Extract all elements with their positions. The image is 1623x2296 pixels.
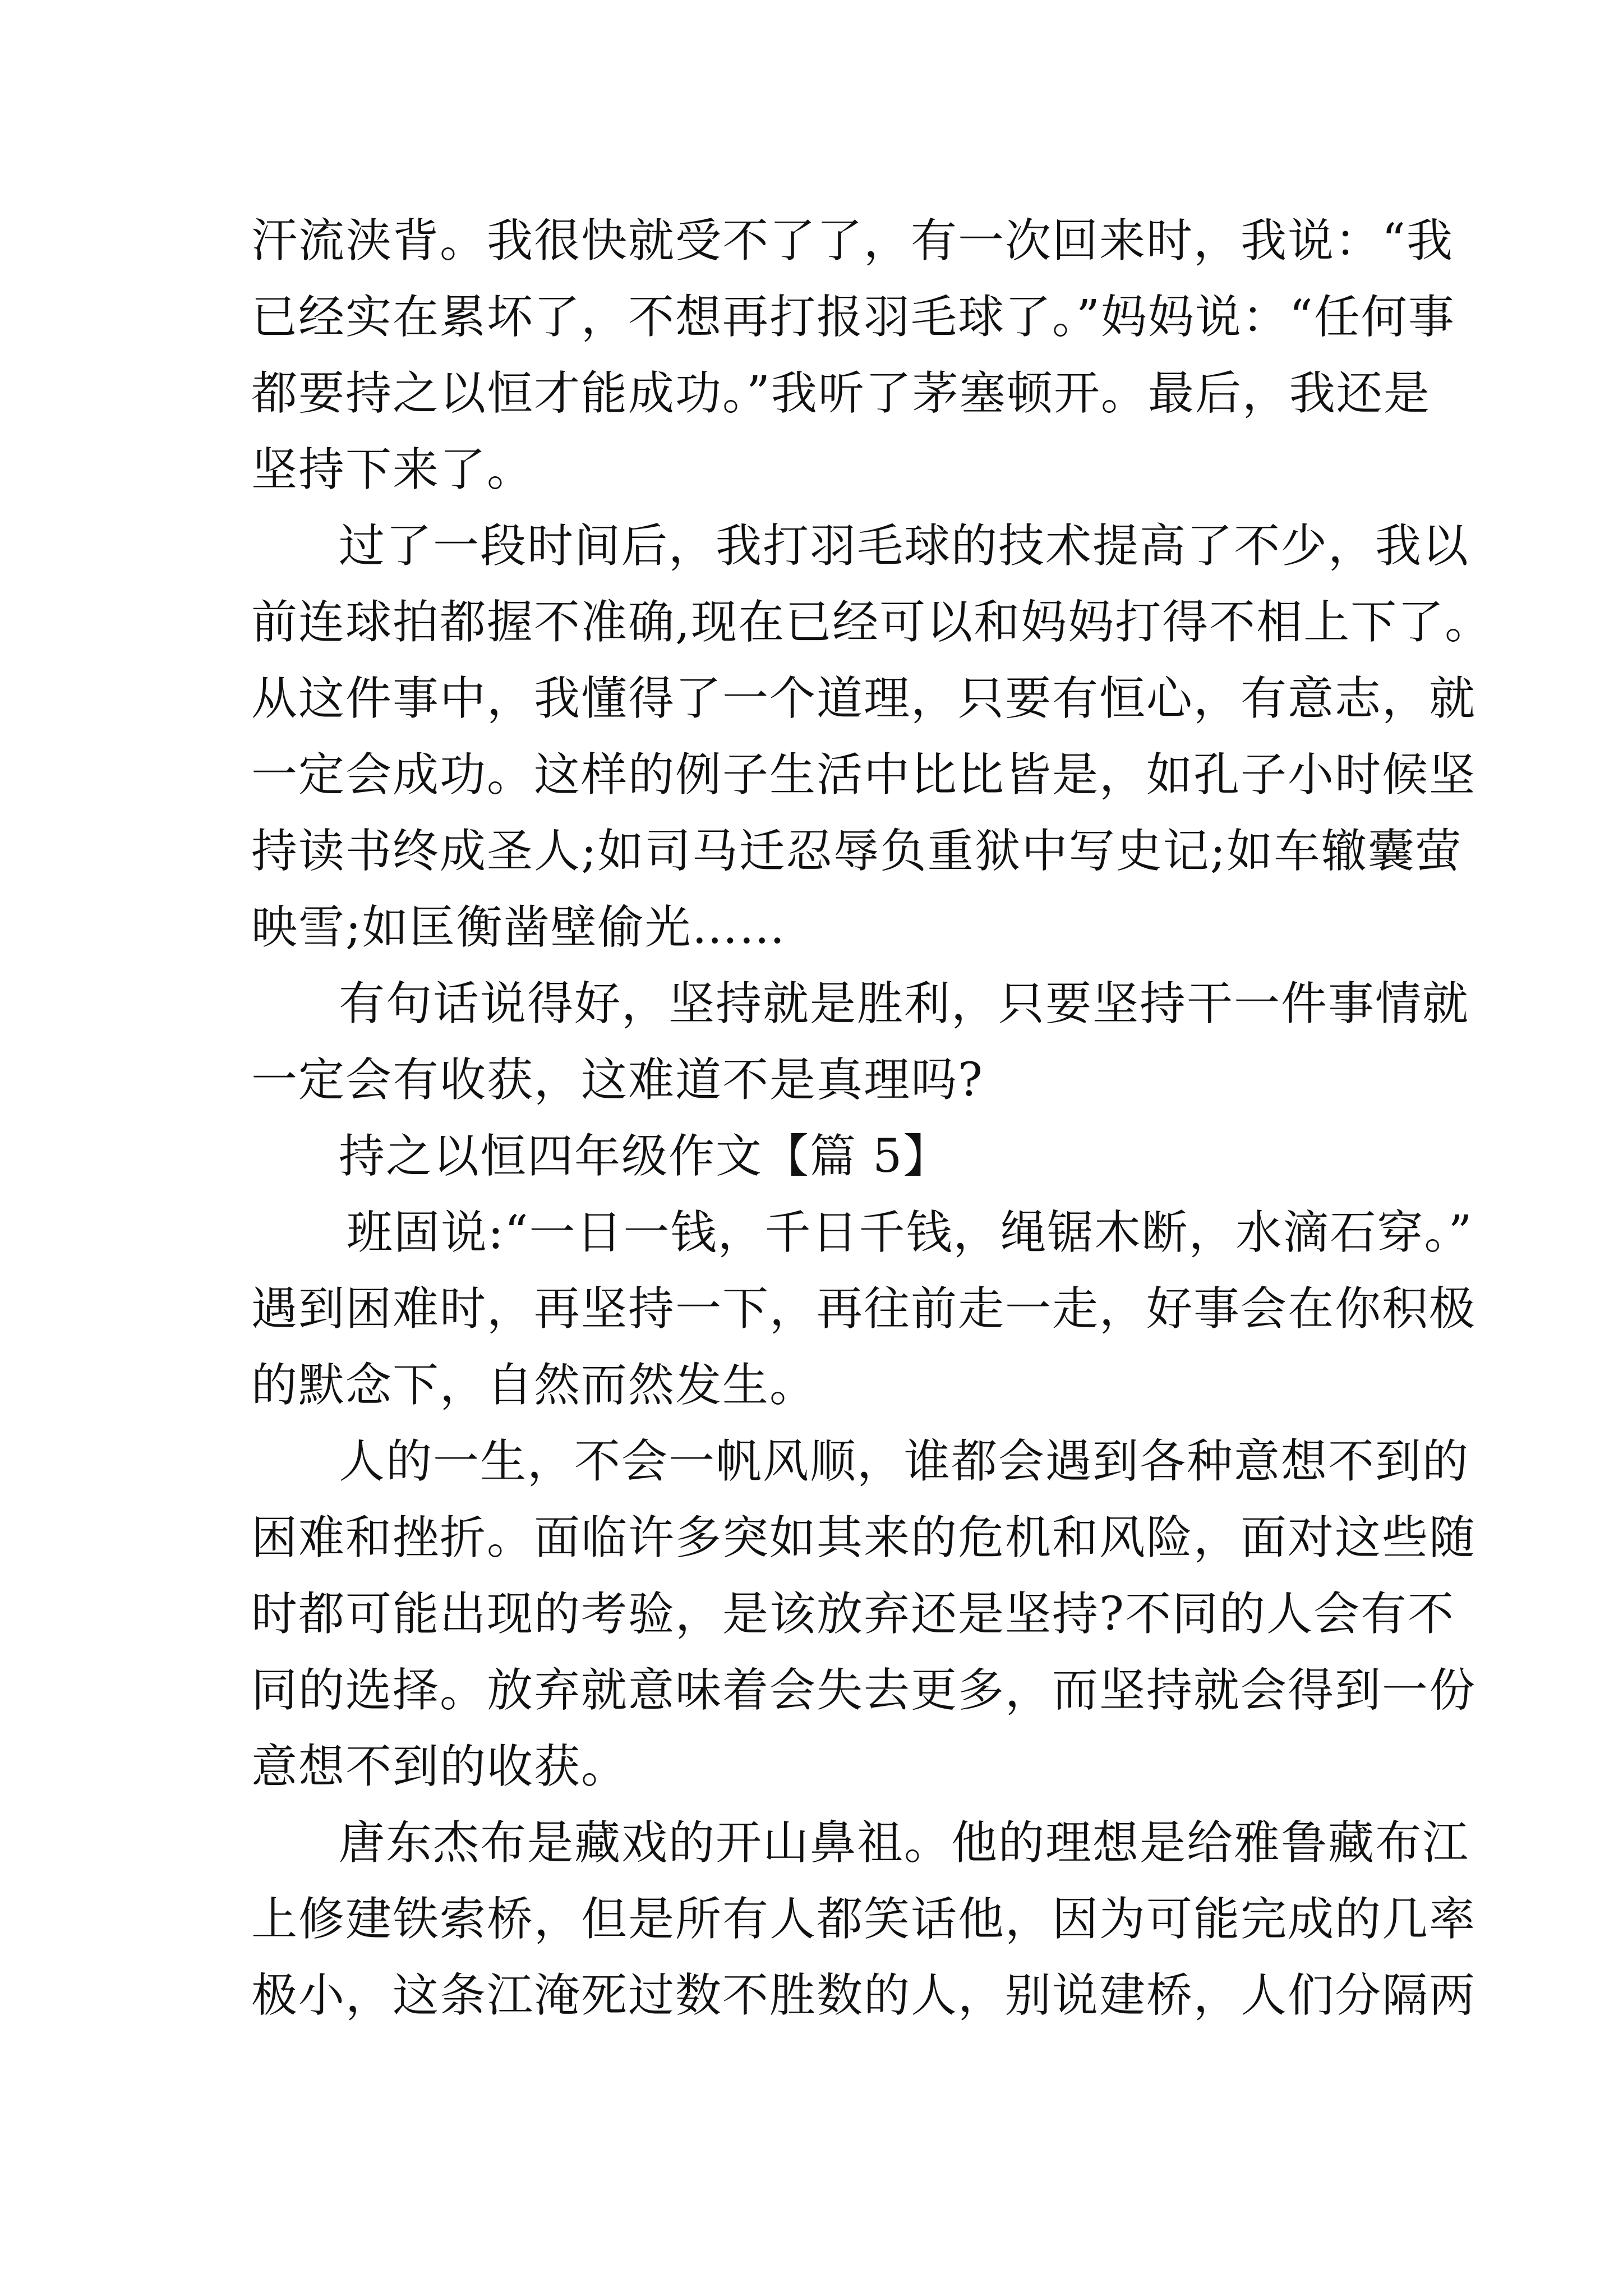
text-line: 一定会成功。这样的例子生活中比比皆是，如孔子小时候坚	[251, 748, 1477, 802]
text-line: 意想不到的收获。	[251, 1740, 629, 1793]
section-heading: 持之以恒四年级作文【篇 5】	[339, 1130, 951, 1183]
text-line: 都要持之以恒才能成功。”我听了茅塞顿开。最后，我还是	[251, 367, 1431, 420]
essay-text	[251, 203, 1492, 2034]
text-line: 有句话说得好，坚持就是胜利，只要坚持干一件事情就	[339, 977, 1470, 1030]
text-line: 持读书终成圣人;如司马迁忍辱负重狱中写史记;如车辙囊萤	[251, 825, 1463, 878]
text-line: 从这件事中，我懂得了一个道理，只要有恒心，有意志，就	[251, 672, 1477, 725]
text-line: 汗流浃背。我很快就受不了了，有一次回来时，我说：“我	[251, 214, 1454, 268]
text-line: 困难和挫折。面临许多突如其来的危机和风险，面对这些随	[251, 1511, 1477, 1565]
text-line: 时都可能出现的考验，是该放弃还是坚持?不同的人会有不	[251, 1588, 1455, 1641]
text-line: 人的一生，不会一帆风顺，谁都会遇到各种意想不到的	[339, 1435, 1470, 1488]
text-line: 坚持下来了。	[251, 443, 534, 496]
text-line: 已经实在累坏了，不想再打报羽毛球了。”妈妈说：“任何事	[251, 291, 1455, 344]
text-line: 极小，这条江淹死过数不胜数的人，别说建桥，人们分隔两	[251, 1969, 1477, 2022]
text-line: 唐东杰布是藏戏的开山鼻祖。他的理想是给雅鲁藏布江	[339, 1816, 1470, 1870]
text-line: 同的选择。放弃就意味着会失去更多，而坚持就会得到一份	[251, 1664, 1477, 1717]
text-line: 班固说:“一日一钱，千日千钱，绳锯木断，水滴石穿。”	[347, 1206, 1473, 1259]
text-line: 遇到困难时，再坚持一下，再往前走一走，好事会在你积极	[251, 1282, 1477, 1336]
text-line: 前连球拍都握不准确,现在已经可以和妈妈打得不相上下了。	[251, 596, 1492, 649]
text-line: 上修建铁索桥，但是所有人都笑话他，因为可能完成的几率	[251, 1893, 1477, 1946]
text-line: 映雪;如匡衡凿壁偷光……	[251, 901, 786, 954]
text-line: 一定会有收获，这难道不是真理吗?	[251, 1053, 984, 1107]
text-line: 过了一段时间后，我打羽毛球的技术提高了不少，我以	[339, 519, 1470, 573]
text-line: 的默念下，自然而然发生。	[251, 1359, 817, 1412]
